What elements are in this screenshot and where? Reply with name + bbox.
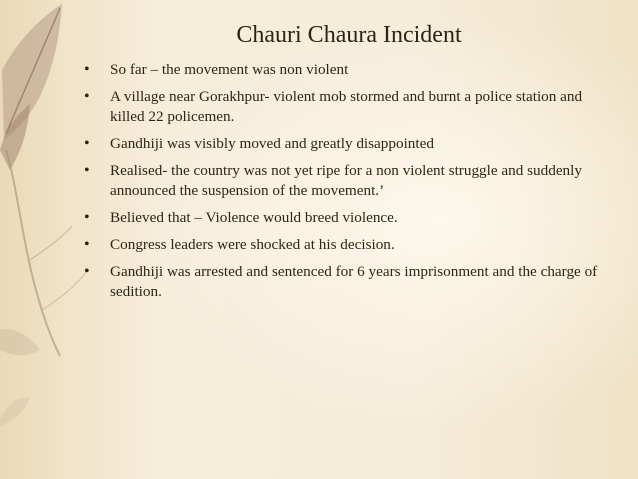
bullet-text: Gandhiji was arrested and sentenced for 6 years imprisonment and the charge of sedition.: [110, 263, 598, 300]
list-item: [84, 134, 604, 154]
bullet-dot-icon: •: [84, 162, 90, 179]
bullet-dot-icon: •: [84, 209, 90, 226]
bullet-text: Congress leaders were shocked at his decision.: [110, 236, 395, 253]
bullet-text: Believed that – Violence would breed violence.: [110, 209, 398, 226]
bullet-text: Gandhiji was visibly moved and greatly disappointed: [110, 135, 434, 152]
list-item: [84, 235, 604, 255]
bullet-text: So far – the movement was non violent: [110, 61, 349, 78]
list-item: [84, 87, 604, 127]
bullet-dot-icon: •: [84, 61, 90, 78]
slide-title: Chauri Chaura Incident: [236, 22, 462, 48]
list-item: [84, 262, 604, 302]
list-item: [84, 60, 604, 80]
bullet-text: A village near Gorakhpur- violent mob stormed and burnt a police station and killed 22 policemen.: [110, 88, 583, 125]
list-item: [84, 208, 604, 228]
bullet-dot-icon: •: [84, 135, 90, 152]
bullet-text: Realised- the country was not yet ripe for a non violent struggle and suddenly announced the suspension of the movement.’: [110, 162, 582, 199]
bullet-list: [84, 60, 604, 309]
list-item: [84, 161, 604, 201]
bullet-dot-icon: •: [84, 236, 90, 253]
bullet-dot-icon: •: [84, 88, 90, 105]
bullet-dot-icon: •: [84, 263, 90, 280]
